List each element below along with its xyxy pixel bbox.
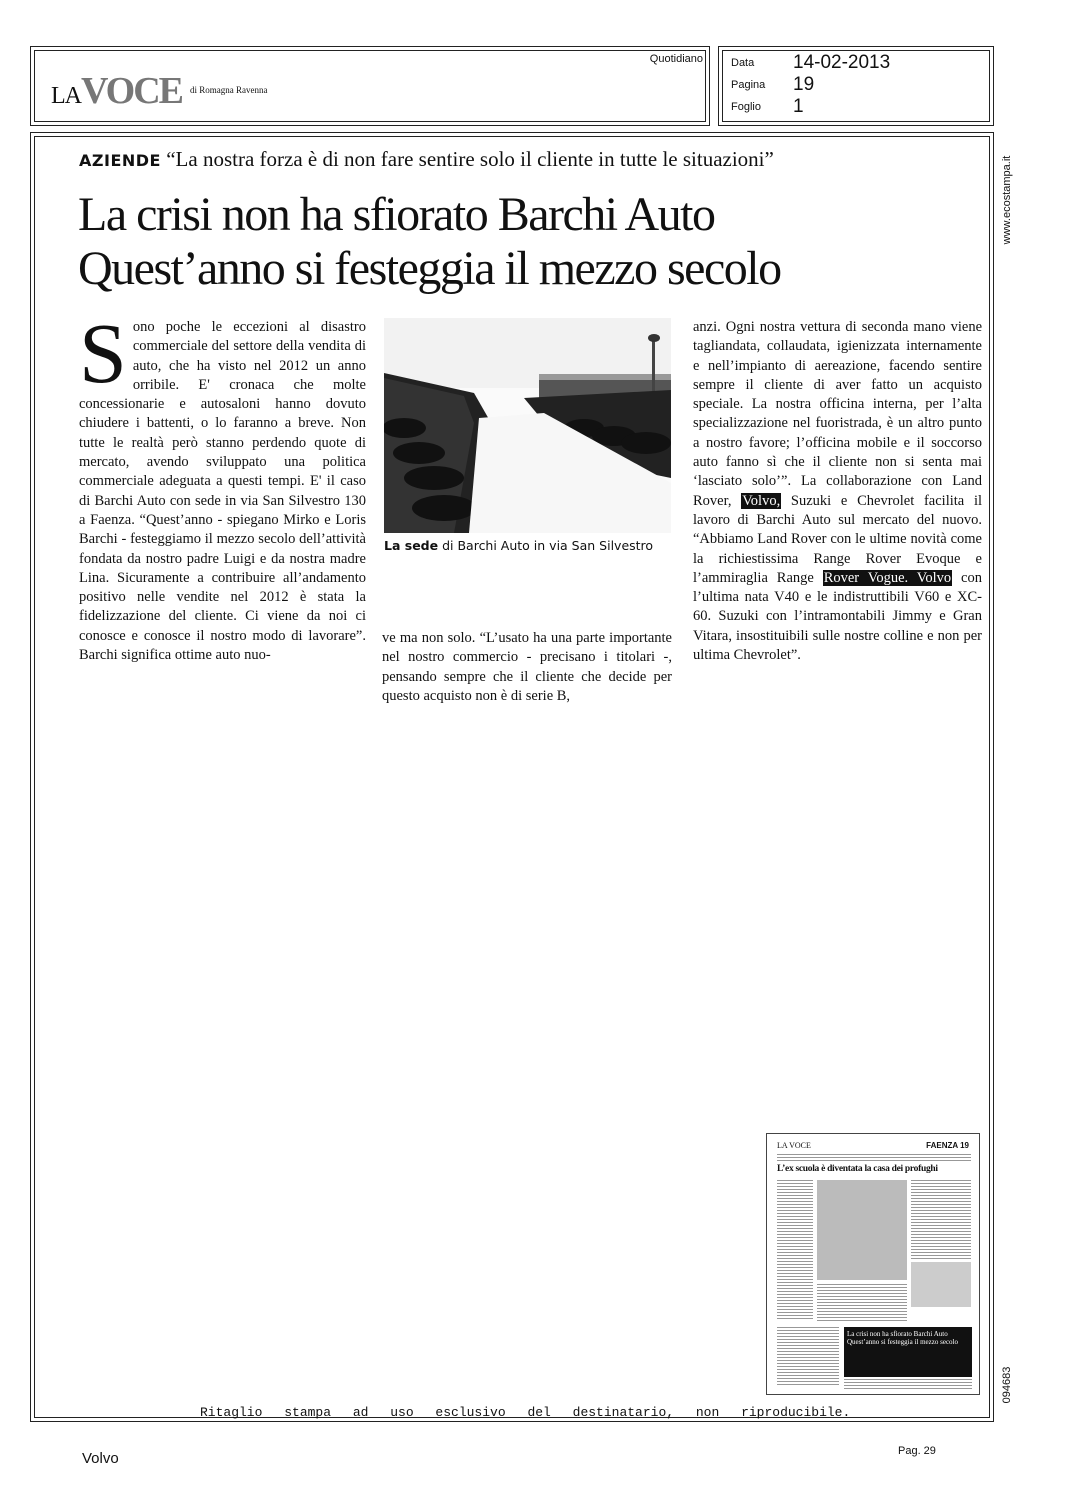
thumbnail-box-line-1: La crisi non ha sfiorato Barchi Auto bbox=[847, 1330, 948, 1338]
header-meta-box bbox=[718, 46, 994, 126]
article-photo bbox=[384, 318, 671, 533]
column-3-text-b: Suzuki e Chevrolet facilita il lavoro di Barchi Auto sul mercato del nuovo. “Abbiamo Land Rover con le ultime novità come la richiestissima Range Rover Evoque e l’ammiraglia Range bbox=[693, 492, 982, 586]
page-row bbox=[731, 74, 814, 96]
clipping-notice: Ritaglio stampa ad uso esclusivo del destinatario, non riproducibile. bbox=[200, 1405, 851, 1420]
page-label: Pagina bbox=[731, 79, 766, 91]
thumbnail-article-box bbox=[844, 1327, 972, 1377]
headline-line-2: Quest’anno si festeggia il mezzo secolo bbox=[78, 242, 781, 295]
kicker-label: AZIENDE bbox=[79, 151, 161, 170]
website-text: www.ecostampa.it bbox=[1001, 155, 1013, 245]
article-headline bbox=[78, 188, 978, 296]
thumbnail-text-lines bbox=[817, 1284, 907, 1322]
newspaper-logo bbox=[51, 69, 268, 113]
sheet-label: Foglio bbox=[731, 101, 761, 113]
sheet-row bbox=[731, 96, 804, 118]
car-dealership-photo bbox=[384, 318, 671, 533]
sheet-value: 1 bbox=[793, 96, 804, 117]
thumbnail-headline: L’ex scuola è diventata la casa dei profughi bbox=[777, 1164, 938, 1174]
brand-label: Volvo bbox=[82, 1450, 119, 1467]
column-2-text: ve ma non solo. “L’usato ha una parte importante nel nostro commercio - precisano i titolari -, pensando sempre che il cliente che decide per questo acquisto non è di serie B, bbox=[382, 630, 672, 704]
photo-caption bbox=[384, 538, 653, 553]
code-vertical bbox=[997, 1360, 1017, 1410]
article-column-2 bbox=[382, 629, 672, 706]
thumbnail-photo bbox=[911, 1262, 971, 1307]
caption-bold: La sede bbox=[384, 538, 439, 553]
thumbnail-text-lines bbox=[777, 1327, 839, 1387]
thumbnail-text-lines bbox=[777, 1154, 971, 1162]
headline-line-1: La crisi non ha sfiorato Barchi Auto bbox=[78, 188, 715, 241]
thumbnail-logo: LA VOCE bbox=[777, 1141, 811, 1150]
frequency-label: Quotidiano bbox=[649, 53, 703, 65]
thumbnail-text-lines bbox=[777, 1180, 813, 1320]
code-text: 094683 bbox=[1001, 1366, 1013, 1404]
thumbnail-page: FAENZA 19 bbox=[926, 1141, 969, 1150]
date-value: 14-02-2013 bbox=[793, 52, 891, 73]
column-3-text-a: anzi. Ogni nostra vettura di seconda mano viene tagliandata, collaudata, igienizzata internamente e nell’impianto di aereazione, facendo sentire sempre il cliente di aver fatto un acquisto speciale. La nostra officina interna, per l’alta specializzazione nel fuoristrada, è un altro punto a nostro favore; l’officina mobile e il soccorso auto fanno sì che il cliente non si senta mai ‘lasciato solo’”. La collaborazione con Land Rover, bbox=[693, 319, 982, 509]
column-1-text: ono poche le eccezioni al disastro commerciale del settore della vendita di auto, che ha visto nel 2012 un anno orribile. E' cronaca che molte concessionarie e autosaloni hanno dovuto chiudere i battenti, o lo faranno a breve. Non tutte le realtà però stanno perdendo quote di mercato, avendo sviluppato una politica commerciale adeguata a questi tempi. E' il caso di Barchi Auto con sede in via San Silvestro 130 a Faenza. “Quest’anno - spiegano Mirko e Loris Barchi - festeggiamo il mezzo secolo dell’attività fondata da nostro padre Luigi e da nostra madre Lina. Sicuramente a contribuire all’andamento positivo nelle vendite nel 2012 è stata la fidelizzazione del cliente. Ci viene da noi ci conosce e conosce il nostro modo di lavorare”. Barchi significa ottime auto nuo- bbox=[79, 319, 366, 664]
thumbnail-photo bbox=[817, 1180, 907, 1280]
article-kicker bbox=[79, 147, 774, 172]
kicker-quote: “La nostra forza è di non fare sentire solo il cliente in tutte le situazioni” bbox=[166, 147, 774, 171]
logo-la: LA bbox=[51, 83, 81, 109]
article-column-1 bbox=[79, 305, 366, 665]
page-number: Pag. 29 bbox=[898, 1445, 936, 1457]
thumbnail-text-lines bbox=[911, 1180, 971, 1260]
highlight-rover-vogue-volvo: Rover Vogue. Volvo bbox=[823, 569, 952, 586]
dropcap: S bbox=[79, 305, 127, 401]
article-column-3 bbox=[693, 318, 982, 665]
thumbnail-box-line-2: Quest’anno si festeggia il mezzo secolo bbox=[847, 1338, 958, 1346]
header-masthead-box bbox=[30, 46, 710, 126]
website-vertical bbox=[997, 145, 1017, 255]
logo-voce: VOCE bbox=[81, 70, 183, 112]
logo-subtitle: di Romagna Ravenna bbox=[190, 85, 268, 95]
thumbnail-text-lines bbox=[844, 1379, 972, 1389]
highlight-volvo: Volvo, bbox=[742, 492, 781, 509]
column-3-text-c: con l’ultima nata V40 e le indistruttibili V60 e XC-60. Suzuki con l’intramontabili Jimmy e Gran Vitara, insostituibili sulle nostre colline e non per ultima Chevrolet”. bbox=[693, 569, 982, 664]
date-label: Data bbox=[731, 57, 755, 69]
date-row bbox=[731, 52, 890, 74]
caption-rest: di Barchi Auto in via San Silvestro bbox=[438, 538, 654, 553]
page-value: 19 bbox=[793, 74, 815, 95]
page-thumbnail bbox=[766, 1133, 980, 1395]
